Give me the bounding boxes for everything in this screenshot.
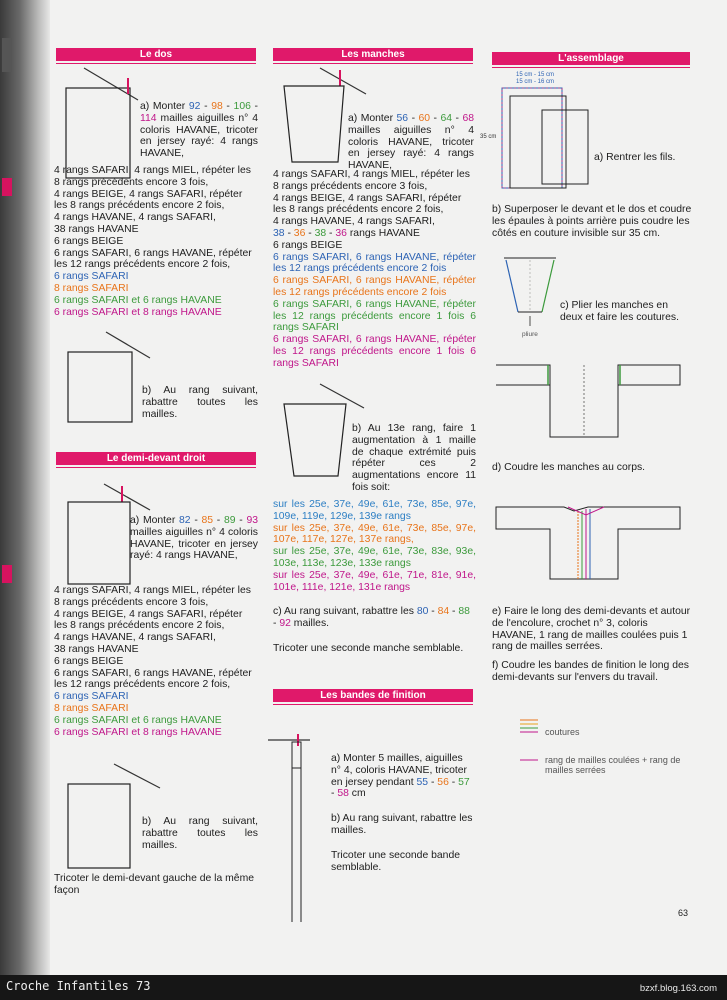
dimension-label: 15 cm - 16 cm xyxy=(516,79,555,85)
spine-mark xyxy=(2,565,12,583)
assemblage-step-b: b) Superposer le devant et le dos et coudre les épaules à points arrière puis coudre les côtés en couture invisible sur 35 cm. xyxy=(492,204,692,239)
sleeves-attached-diagram xyxy=(494,357,686,447)
manches-increase-rows: sur les 25e, 37e, 49e, 61e, 73e, 85e, 97e, 109e, 119e, 129e, 139e rangs sur les 25e, 37e, 49e, 61e, 73e, 85e, 97e, 107e, 117e, 127e, 137e rangs, sur les 25e, 37e, 49e, 61e, 73e, 83e, 93e, 103e, 113e, 123e, 133e rangs sur les 25e, 37e, 49e, 61e, 71e, 81e, 91e, 101e, 111e, 121e, 131e rangs xyxy=(273,499,476,593)
assemblage-step-e: e) Faire le long des demi-devants et autour de l'encolure, crochet n° 3, coloris HAVANE, 1 rang de mailles coulées puis 1 rang de mailles serrées. xyxy=(492,606,691,653)
manches-step-c: c) Au rang suivant, rabattre les 80 - 84 - 88 - 92 mailles. xyxy=(273,606,470,629)
assemblage-step-c: c) Plier les manches en deux et faire les coutures. xyxy=(560,300,679,323)
page-number: 63 xyxy=(678,908,689,918)
magazine-title: Croche Infantiles 73 xyxy=(6,979,151,993)
seam-legend-swatch xyxy=(520,718,542,770)
assembly-overlay-diagram xyxy=(480,70,600,192)
section-header-manches: Les manches xyxy=(273,48,473,61)
magazine-spine xyxy=(0,0,50,1000)
manches-stripe-list: 4 rangs SAFARI, 4 rangs MIEL, répéter les 8 rangs précédents encore 3 fois, 4 rangs BEIGE, 4 rangs SAFARI, répéter les 8 rangs précédents encore 2 fois, 4 rangs HAVANE, 4 rangs SAFARI, 38 - 36 - 38 - 36 rangs HAVANE 6 rangs BEIGE 6 rangs SAFARI, 6 rangs HAVANE, répéter les 12 rangs précédents encore 2 fois 6 rangs SAFARI, 6 rangs HAVANE, répéter les 12 rangs précédents encore 2 fois 6 rangs SAFARI, 6 rangs HAVANE, répéter les 12 rangs précédents encore 1 fois 6 rangs SAFARI 6 rangs SAFARI, 6 rangs HAVANE, répéter les 12 rangs précédents encore 1 fois 6 rangs SAFARI xyxy=(273,169,476,369)
dimension-label: 35 cm xyxy=(480,134,497,140)
footer-bar xyxy=(0,975,727,1000)
pattern-page xyxy=(50,0,727,1000)
assemblage-step-d: d) Coudre les manches au corps. xyxy=(492,462,646,473)
dimension-label: 15 cm - 15 cm xyxy=(516,72,555,78)
manches-step-a: a) Monter 56 - 60 - 64 - 68 mailles aiguilles n° 4 coloris HAVANE, tricoter en jersey rayé: 4 rangs HAVANE, xyxy=(348,113,474,172)
assemblage-step-a: a) Rentrer les fils. xyxy=(594,152,676,163)
source-site: bzxf.blog.163.com xyxy=(639,983,717,994)
dos-step-b: b) Au rang suivant, rabattre toutes les mailles. xyxy=(142,385,258,420)
dos-stripe-list: 4 rangs SAFARI, 4 rangs MIEL, répéter les 8 rangs précédents encore 3 fois, 4 rangs BEIGE, 4 rangs SAFARI, répéter les 8 rangs précédents encore 2 fois, 4 rangs HAVANE, 4 rangs SAFARI, 38 rangs HAVANE 6 rangs BEIGE 6 rangs SAFARI, 6 rangs HAVANE, répéter les 12 rangs précédents encore 2 fois, 6 rangs SAFARI 8 rangs SAFARI 6 rangs SAFARI et 6 rangs HAVANE 6 rangs SAFARI et 8 rangs HAVANE xyxy=(54,165,252,318)
devant-step-b: b) Au rang suivant, rabattre toutes les mailles. xyxy=(142,816,258,851)
manches-end-note: Tricoter une seconde manche semblable. xyxy=(273,643,464,654)
back-cast-off-diagram xyxy=(64,330,154,430)
dos-step-a: a) Monter 92 - 98 - 106 - 114 mailles aiguilles n° 4 coloris HAVANE, tricoter en jersey rayé: 4 rangs HAVANE, xyxy=(140,101,259,160)
bandes-end-note: Tricoter une seconde bande semblable. xyxy=(331,850,461,873)
manches-step-b: b) Au 13e rang, faire 1 augmentation à 1 maille de chaque extrémité puis répéter ces 2 augmentations encore 11 fois soit: xyxy=(352,423,476,493)
devant-stripe-list: 4 rangs SAFARI, 4 rangs MIEL, répéter les 8 rangs précédents encore 3 fois, 4 rangs BEIGE, 4 rangs SAFARI, répéter les 8 rangs précédents encore 2 fois, 4 rangs HAVANE, 4 rangs SAFARI, 38 rangs HAVANE 6 rangs BEIGE 6 rangs SAFARI, 6 rangs HAVANE, répéter les 12 rangs précédents encore 2 fois, 6 rangs SAFARI 8 rangs SAFARI 6 rangs SAFARI et 6 rangs HAVANE 6 rangs SAFARI et 8 rangs HAVANE xyxy=(54,585,252,738)
devant-step-a: a) Monter 82 - 85 - 89 - 93 mailles aiguilles n° 4 coloris HAVANE, tricoter en jersey rayé: 4 rangs HAVANE, xyxy=(130,515,258,562)
band-diagram xyxy=(266,734,316,924)
edging-diagram xyxy=(494,495,686,590)
bandes-step-a: a) Monter 5 mailles, aiguilles n° 4, coloris HAVANE, tricoter en jersey pendant 55 - 56 - 57 - 58 cm xyxy=(331,753,470,800)
spine-mark xyxy=(2,178,12,196)
legend-coutures: coutures xyxy=(545,727,580,737)
bandes-step-b: b) Au rang suivant, rabattre les mailles. xyxy=(331,813,473,836)
assemblage-step-f: f) Coudre les bandes de finition le long des demi-devants sur l'envers du travail. xyxy=(492,660,689,683)
section-header-assemblage: L'assemblage xyxy=(492,52,690,65)
section-header-bandes: Les bandes de finition xyxy=(273,689,473,702)
fold-label: pliure xyxy=(522,331,538,338)
section-header-devant: Le demi-devant droit xyxy=(56,452,256,465)
legend-mailles: rang de mailles coulées + rang de mailles serrées xyxy=(545,755,681,775)
spine-mark xyxy=(2,38,12,72)
devant-end-note: Tricoter le demi-devant gauche de la même façon xyxy=(54,873,255,896)
section-header-dos: Le dos xyxy=(56,48,256,61)
